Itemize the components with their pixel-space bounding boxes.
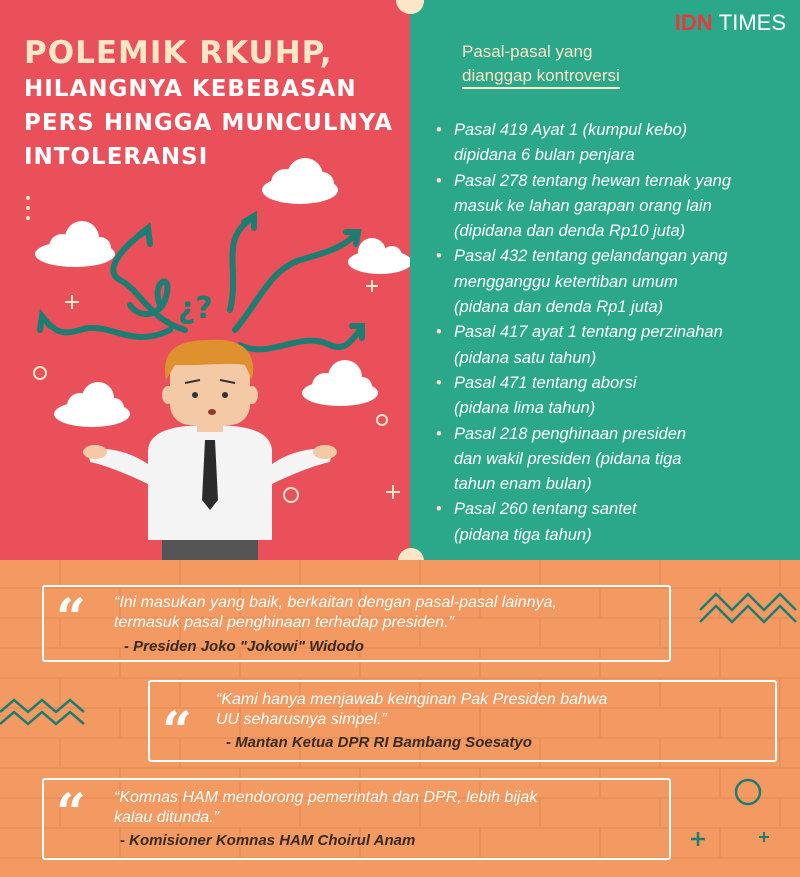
quote-text: “Kami hanya menjawab keinginan Pak Presiden bahwa UU seharusnya simpel.” [216,691,608,728]
quote-author: - Presiden Joko "Jokowi" Widodo [124,638,364,655]
circle-icon [736,780,760,804]
quote-mark-icon: “ [56,783,86,844]
plus-icon [691,832,705,846]
person-illustration [83,340,337,560]
quote-author: - Mantan Ketua DPR RI Bambang Soesatyo [226,734,532,751]
quote-author: - Komisioner Komnas HAM Choirul Anam [120,832,416,849]
title-line-4: INTOLERANSI [24,144,209,170]
title-line-3: PERS HINGGA MUNCULNYA [24,110,393,136]
pasal-list [436,118,786,548]
cloud-icon [35,221,115,267]
quote-mark-icon: “ [56,588,86,649]
subtitle [462,40,620,88]
quote-text: “Ini masukan yang baik, berkaitan dengan pasal-pasal lainnya, termasuk pasal penghinaan terhadap presiden.” [114,594,557,631]
subtitle-line-2: dianggap kontroversi [462,66,620,89]
question-mark-icon: ¿? [178,291,213,326]
title-line-1: POLEMIK RKUHP, [24,35,333,71]
list-item: • Pasal 278 tentang hewan ternak yang masuk ke lahan garapan orang lain (dipidana dan denda Rp10 juta) [436,169,786,245]
cloud-icon [54,382,130,427]
title-line-2: HILANGNYA KEBEBASAN [24,76,357,102]
list-item: • Pasal 417 ayat 1 tentang perzinahan (pidana satu tahun) [436,320,786,371]
quote-card-2 [148,680,777,762]
list-item: • Pasal 432 tentang gelandangan yang mengganggu ketertiban umum (pidana dan denda Rp1 juta) [436,244,786,320]
quote-card-1 [42,585,671,662]
decorative-dots [26,196,30,226]
page-title [24,34,394,174]
left-panel [0,0,420,560]
list-item: • Pasal 260 tentang santet (pidana tiga tahun) [436,497,786,548]
cloud-icon [302,360,378,406]
subtitle-line-1: Pasal-pasal yang [462,42,593,61]
zigzag-divider [396,0,426,560]
list-item: • Pasal 218 penghinaan presiden dan wakil presiden (pidana tiga tahun enam bulan) [436,422,786,498]
list-item: • Pasal 471 tentang aborsi (pidana lima tahun) [436,371,786,422]
quote-text: “Komnas HAM mendorong pemerintah dan DPR, lebih bijak kalau ditunda.” [114,789,538,826]
idn-times-logo: IDN TIMES [674,10,786,35]
quote-mark-icon: “ [162,701,192,762]
list-item: • Pasal 419 Ayat 1 (kumpul kebo) dipidana 6 bulan penjara [436,118,786,169]
plus-icon [759,832,769,842]
quote-card-3 [42,778,671,860]
